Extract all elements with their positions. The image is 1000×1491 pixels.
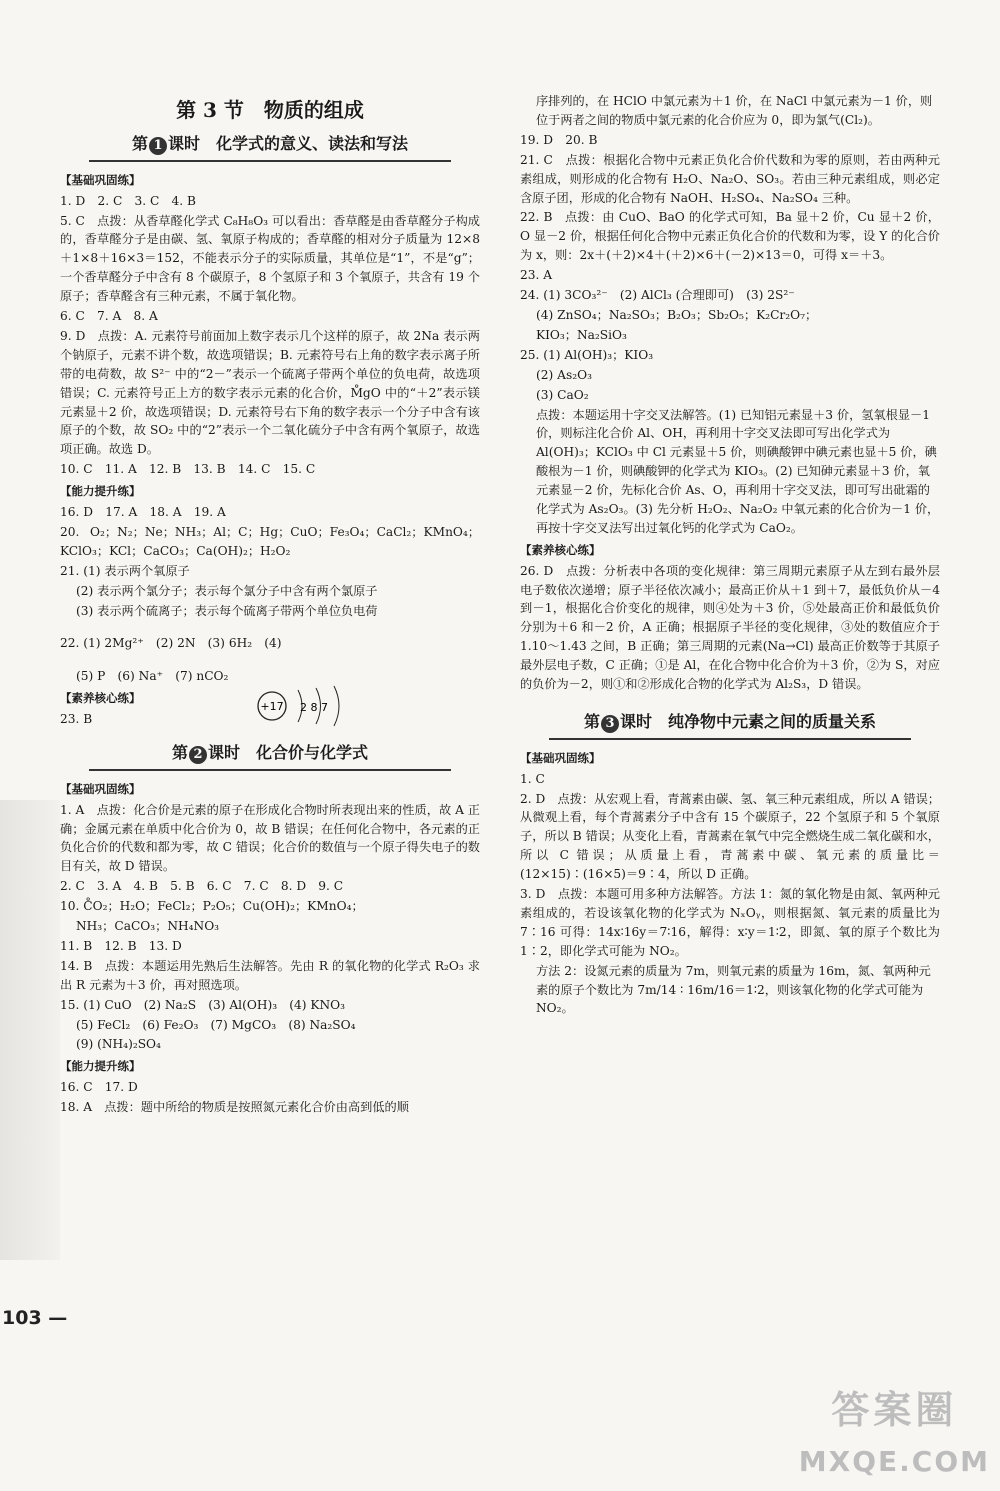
lesson1-tag-ability: 【能力提升练】	[60, 484, 141, 499]
answer-line: KIO₃；Na₂SiO₃	[536, 327, 627, 342]
lesson2-tag-basic: 【基础巩固练】	[60, 781, 141, 796]
answer-line: 16. D 17. A 18. A 19. A	[60, 505, 226, 520]
answer-line: (4) ZnSO₄；Na₂SO₃；B₂O₃；Sb₂O₅；K₂Cr₂O₇；	[536, 307, 818, 322]
chlorine-atom-structure-diagram	[254, 684, 374, 728]
right-column	[520, 92, 940, 1491]
right-tag-core: 【素养核心练】	[520, 542, 601, 557]
watermark-line1: 答案圈	[831, 1387, 958, 1432]
lesson2-block-a	[60, 801, 480, 1055]
lesson2-number-badge: 2	[189, 746, 207, 764]
answer-line: 6. C 7. A 8. A	[60, 309, 158, 324]
lesson2-title-pre: 第	[171, 742, 188, 762]
answer-line: (2) As₂O₃	[536, 367, 592, 382]
lesson1-title-post: 课时 化学式的意义、读法和写法	[167, 134, 408, 153]
answer-line: (5) FeCl₂ (6) Fe₂O₃ (7) MgCO₃ (8) Na₂SO₄	[76, 1017, 356, 1032]
answer-line: 15. (1) CuO (2) Na₂S (3) Al(OH)₃ (4) KNO₃	[60, 997, 346, 1012]
answer-line: 2. C 3. A 4. B 5. B 6. C 7. C 8. D 9. C	[60, 879, 344, 894]
lesson1-number-badge: 1	[149, 137, 167, 155]
lesson1-block-b	[60, 503, 480, 686]
answer-line: 18. A 点拨：题中所给的物质是按照氮元素化合价由高到低的顺	[60, 1100, 409, 1115]
answer-line: 24. (1) 3CO₃²⁻ (2) AlCl₃ (合理即可) (3) 2S²⁻	[520, 288, 795, 303]
answer-line: 23. A	[520, 268, 553, 283]
answer-line: 25. (1) Al(OH)₃；KIO₃	[520, 347, 654, 362]
answer-line: 22. B 点拨：由 CuO、BaO 的化学式可知，Ba 显＋2 价，Cu 显＋2 价，O 显－2 价，根据任何化合物中元素正负化合价的代数和为零，设 Y 的化合价为 x，则：2x＋(＋2)×4＋(＋2)×6＋(－2)×13＝0，可得 x＝＋3。	[520, 210, 940, 263]
answer-line: 19. D 20. B	[520, 132, 598, 147]
lesson3-title-post: 课时 纯净物中元素之间的质量关系	[619, 712, 876, 731]
answer-line: 3. D 点拨：本题可用多种方法解答。方法 1：氮的氧化物是由氮、氧两种元素组成的，若设该氧化物的化学式为 NₓOᵧ，则根据氮、氧元素的质量比为 7∶16 可得：14x∶16y＝7∶16，解得：x∶y＝1∶2，即氮、氧的原子个数比为 1∶2，即化学式可能为 NO₂。	[520, 887, 940, 958]
answer-line: (3) 表示两个硫离子；表示每个硫离子带两个单位负电荷	[76, 603, 378, 618]
right-block-a	[520, 92, 940, 538]
watermark-line2: MXQE.COM	[798, 1444, 990, 1478]
answer-line: (5) P (6) Na⁺ (7) nCO₂	[76, 669, 229, 684]
answer-line: 2. D 点拨：从宏观上看，青蒿素由碳、氢、氧三种元素组成，所以 A 错误；从微观上看，每个青蒿素分子中含有 15 个碳原子，22 个氢原子和 5 个氧原子，所以 B 错误；从变化上看，青蒿素在氧气中完全燃烧生成二氧化碳和水，所以 C 错误；从质量上看，青蒿素中碳、氧元素的质量比＝(12×15)∶(16×5)＝9∶4，所以 D 正确。	[520, 791, 940, 882]
answer-line: 10. C̊O₂；H₂O；FeCl₂；P₂O₅；Cu(OH)₂；KMnO₄；	[60, 899, 364, 914]
answer-line: 方法 2：设氮元素的质量为 7m，则氧元素的质量为 16m，氮、氧两种元素的原子个数比为 7m/14 ∶ 16m/16＝1∶2，则该氧化物的化学式可能为 NO₂。	[536, 963, 931, 1016]
answer-line: 23. B	[60, 712, 93, 727]
watermark-logo	[799, 1381, 990, 1483]
answer-line: 1. C	[520, 771, 545, 786]
answer-line: 20. O₂；N₂；Ne；NH₃；Al；C；Hg；CuO；Fe₃O₄；CaCl₂；KMnO₄；KClO₃；KCl；CaCO₃；Ca(OH)₂；H₂O₂	[60, 524, 480, 558]
answer-line: 16. C 17. D	[60, 1080, 138, 1095]
atom-nucleus-label: +17	[260, 700, 284, 713]
answer-line: 1. A 点拨：化合价是元素的原子在形成化合物时所表现出来的性质，故 A 正确；金属元素在单质中化合价为 0，故 B 错误；在任何化合物中，各元素的正负化合价的代数和都为零，故 C 错误；化合价的数值与一个原子得失电子的数目有关，故 D 错误。	[60, 802, 480, 874]
answer-line: NH₃；CaCO₃；NH₄NO₃	[76, 919, 220, 934]
lesson3-number-badge: 3	[601, 715, 619, 733]
answer-line: (3) CaO₂	[536, 387, 589, 402]
page-number: 103 —	[2, 1307, 68, 1329]
page-edge-shadow	[0, 800, 60, 1260]
lesson1-tag-core: 【素养核心练】	[60, 691, 141, 706]
atom-shell-electrons: 2 8 7	[300, 701, 328, 714]
answer-line: 10. C 11. A 12. B 13. B 14. C 15. C	[60, 462, 316, 477]
lesson2-tag-ability: 【能力提升练】	[60, 1059, 141, 1074]
answer-line: 11. B 12. B 13. D	[60, 938, 182, 953]
answer-line: 点拨：本题运用十字交叉法解答。(1) 已知铝元素显＋3 价，氢氧根显－1 价，则标注化合价 Al、OH，再利用十字交叉法即可写出化学式为 Al(OH)₃；KClO₃ 中 Cl 元素显＋5 价，则碘酸钾中碘元素也显＋5 价，碘酸根为－1 价，则碘酸钾的化学式为 KIO₃。(2) 已知砷元素显＋3 价，氧元素显－2 价，先标化合价 As、O，再利用十字交叉法，即可写出砒霜的化学式为 As₂O₃。(3) 先分析 H₂O₂、Na₂O₂ 中氧元素的化合价为－1 价，再按十字交叉法写出过氧化钙的化学式为 CaO₂。	[536, 407, 940, 535]
lesson3-tag-basic: 【基础巩固练】	[520, 750, 601, 765]
answer-line: 26. D 点拨：分析表中各项的变化规律：第三周期元素原子从左到右最外层电子数依次递增；原子半径依次减小；最高正价从＋1 到＋7，最低负价从－4 到－1，根据化合价变化的规律，则④处为＋3 价，⑤处最高正价和最低负价分别为＋6 和－2 价，A 正确；根据原子半径的变化规律，③处的数值应介于 1.10～1.43 之间，B 正确；第三周期的元素(Na→Cl) 最高正价数等于其原子最外层电子数，C 正确；①是 Al，在化合物中化合价为＋3 价，②为 S，对应的负价为－2，则①和②形成化合物的化学式为 Al₂S₃，D 错误。	[520, 563, 940, 692]
section-title: 第 3 节 物质的组成	[176, 98, 364, 122]
lesson2-title	[89, 741, 450, 771]
answer-line: 5. C 点拨：从香草醛化学式 C₈H₈O₃ 可以看出：香草醛是由香草醛分子构成的，香草醛分子是由碳、氢、氧原子构成的；香草醛的相对分子质量为 12×8＋1×8＋16×3＝152，不能表示分子的实际质量，其单位是“1”，不是“g”；一个香草醛分子中含有 8 个碳原子，8 个氢原子和 3 个氧原子，共含有 19 个原子；香草醛含有三种元素，不属于氧化物。	[60, 213, 480, 304]
answer-line: (9) (NH₄)₂SO₄	[76, 1037, 161, 1052]
lesson1-title-pre: 第	[131, 134, 148, 153]
answer-line: 9. D 点拨：A. 元素符号前面加上数字表示几个这样的原子，故 2Na 表示两个钠原子，元素不讲个数，故选项错误；B. 元素符号右上角的数字表示离子所带的电荷数，故 S²⁻ 中的“2－”表示一个硫离子带两个单位的负电荷，故选项错误；C. 元素符号正上方的数字表示元素的化合价，M̊gO 中的“＋2”表示镁元素显＋2 价，故选项错误；D. 元素符号右下角的数字表示一个分子中含有该原子的个数，故 SO₂ 中的“2”表示一个二氧化硫分子中含有两个氧原子，故选项正确。故选 D。	[60, 328, 480, 457]
answer-line: 序排列的，在 HClO 中氯元素为＋1 价，在 NaCl 中氯元素为－1 价，则位于两者之间的物质中氯元素的化合价应为 0，即为氯气(Cl₂)。	[536, 94, 933, 127]
left-column	[60, 95, 480, 1491]
lesson1-block-a	[60, 192, 480, 480]
answer-line: 21. C 点拨：根据化合物中元素正负化合价代数和为零的原则，若由两种元素组成，则形成的化合物有 H₂O、Na₂O、SO₃。若由三种元素组成，则必定含原子团，形成的化合物有 NaOH、H₂SO₄、Na₂SO₄ 三种。	[520, 152, 940, 205]
lesson3-title	[549, 710, 910, 740]
lesson1-tag-basic: 【基础巩固练】	[60, 172, 141, 187]
answer-line: (2) 表示两个氯分子；表示每个氯分子中含有两个氯原子	[76, 583, 378, 598]
answer-line: 22. (1) 2Mg²⁺ (2) 2N (3) 6H₂ (4)	[60, 636, 282, 651]
answer-line: 21. (1) 表示两个氧原子	[60, 563, 190, 578]
lesson2-title-post: 课时 化合价与化学式	[207, 742, 368, 762]
answer-line: 14. B 点拨：本题运用先熟后生法解答。先由 R 的氧化物的化学式 R₂O₃ 求出 R 元素为＋3 价，再对照选项。	[60, 958, 480, 992]
lesson3-title-pre: 第	[583, 712, 600, 731]
answer-line: 1. D 2. C 3. C 4. B	[60, 193, 196, 208]
lesson1-title	[89, 132, 450, 162]
